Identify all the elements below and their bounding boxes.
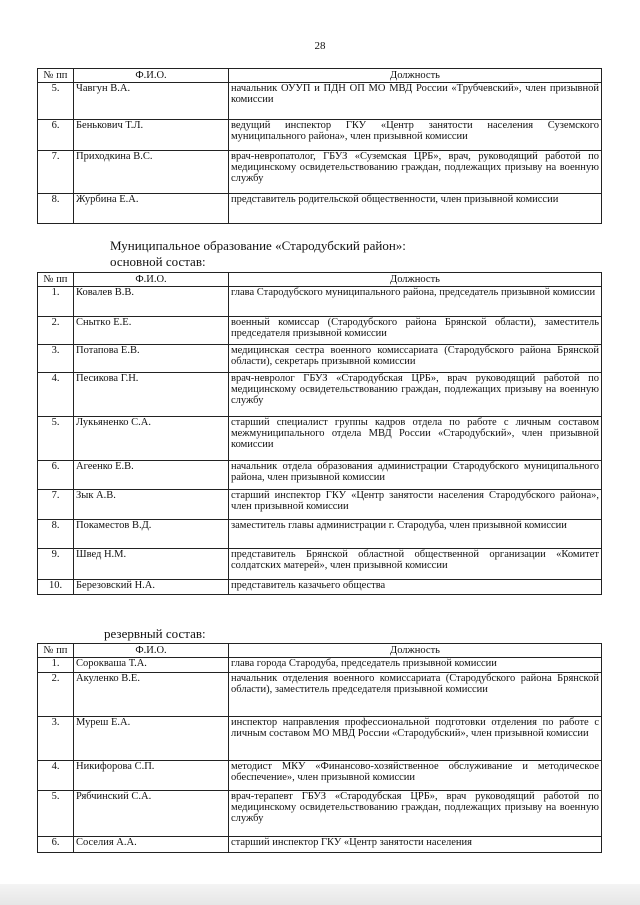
row-number: 9. xyxy=(38,549,74,580)
column-header-number: № пп xyxy=(38,69,74,83)
row-number: 6. xyxy=(38,837,74,853)
member-position: начальник отдела образования администрации Стародубского муниципального района, член призывной комиссии xyxy=(229,461,602,490)
table-header-row xyxy=(38,69,602,83)
member-name: Березовский Н.А. xyxy=(74,580,229,595)
row-number: 10. xyxy=(38,580,74,595)
row-number: 3. xyxy=(38,345,74,373)
row-number: 7. xyxy=(38,490,74,520)
row-number: 6. xyxy=(38,120,74,151)
row-number: 5. xyxy=(38,417,74,461)
column-header-number: № пп xyxy=(38,273,74,287)
table-row xyxy=(38,417,602,461)
column-header-number: № пп xyxy=(38,644,74,658)
column-header-name: Ф.И.О. xyxy=(74,644,229,658)
member-position: представитель Брянской областной общественной организации «Комитет солдатских матерей», член призывной комиссии xyxy=(229,549,602,580)
member-name: Сорокваша Т.А. xyxy=(74,658,229,673)
subsection-heading-reserve: резервный состав: xyxy=(104,626,206,641)
members-table-continued xyxy=(37,68,602,224)
table-row xyxy=(38,717,602,761)
member-name: Приходкина В.С. xyxy=(74,151,229,194)
table-row xyxy=(38,83,602,120)
table-row xyxy=(38,520,602,549)
column-header-name: Ф.И.О. xyxy=(74,273,229,287)
member-position: инспектор направления профессиональной подготовки отделения по работе с личным составом МО МВД России «Стародубский», член призывной комиссии xyxy=(229,717,602,761)
member-name: Акуленко В.Е. xyxy=(74,673,229,717)
member-name: Покаместов В.Д. xyxy=(74,520,229,549)
row-number: 4. xyxy=(38,761,74,791)
table-row xyxy=(38,461,602,490)
table-row xyxy=(38,549,602,580)
row-number: 2. xyxy=(38,317,74,345)
member-position: представитель родительской общественности, член призывной комиссии xyxy=(229,194,602,224)
table-row xyxy=(38,490,602,520)
reserve-composition-table xyxy=(37,643,602,853)
member-name: Агеенко Е.В. xyxy=(74,461,229,490)
member-name: Лукьяненко С.А. xyxy=(74,417,229,461)
table-row xyxy=(38,373,602,417)
member-position: врач-невролог ГБУЗ «Стародубская ЦРБ», врач руководящий работой по медицинскому освидетельствованию граждан, подлежащих призыву на военную службу xyxy=(229,373,602,417)
table-row xyxy=(38,151,602,194)
member-name: Рябчинский С.А. xyxy=(74,791,229,837)
row-number: 6. xyxy=(38,461,74,490)
member-name: Муреш Е.А. xyxy=(74,717,229,761)
member-position: заместитель главы администрации г. Стародуба, член призывной комиссии xyxy=(229,520,602,549)
member-position: врач-терапевт ГБУЗ «Стародубская ЦРБ», врач руководящий работой по медицинскому освидетельствованию граждан, подлежащих призыву на военную службу xyxy=(229,791,602,837)
table-row xyxy=(38,194,602,224)
row-number: 3. xyxy=(38,717,74,761)
member-position: глава Стародубского муниципального района, председатель призывной комиссии xyxy=(229,287,602,317)
member-name: Никифорова С.П. xyxy=(74,761,229,791)
page-number: 28 xyxy=(314,40,326,52)
column-header-position: Должность xyxy=(229,273,602,287)
member-name: Песикова Г.Н. xyxy=(74,373,229,417)
member-name: Зык А.В. xyxy=(74,490,229,520)
row-number: 5. xyxy=(38,83,74,120)
table-row xyxy=(38,120,602,151)
table-header-row xyxy=(38,273,602,287)
member-position: старший инспектор ГКУ «Центр занятости населения Стародубского района», член призывной комиссии xyxy=(229,490,602,520)
table-header-row xyxy=(38,644,602,658)
member-name: Потапова Е.В. xyxy=(74,345,229,373)
table-row xyxy=(38,580,602,595)
scan-bottom-edge xyxy=(0,884,640,905)
member-name: Журбина Е.А. xyxy=(74,194,229,224)
member-name: Швед Н.М. xyxy=(74,549,229,580)
row-number: 5. xyxy=(38,791,74,837)
member-name: Сныткo Е.Е. xyxy=(74,317,229,345)
table-row xyxy=(38,287,602,317)
member-position: старший инспектор ГКУ «Центр занятости населения xyxy=(229,837,602,853)
row-number: 4. xyxy=(38,373,74,417)
member-position: военный комиссар (Стародубского района Брянской области), заместитель председателя призывной комиссии xyxy=(229,317,602,345)
subsection-heading-main: основной состав: xyxy=(110,254,206,269)
table-row xyxy=(38,761,602,791)
column-header-position: Должность xyxy=(229,69,602,83)
member-name: Бенькович Т.Л. xyxy=(74,120,229,151)
table-row xyxy=(38,345,602,373)
member-position: представитель казачьего общества xyxy=(229,580,602,595)
member-name: Чавгун В.А. xyxy=(74,83,229,120)
row-number: 1. xyxy=(38,287,74,317)
table-row xyxy=(38,317,602,345)
table-row xyxy=(38,673,602,717)
main-composition-table xyxy=(37,272,602,595)
member-position: начальник ОУУП и ПДН ОП МО МВД России «Трубчевский», член призывной комиссии xyxy=(229,83,602,120)
member-position: начальник отделения военного комиссариата (Стародубского района Брянской области), заместитель председателя призывной комиссии xyxy=(229,673,602,717)
table-row xyxy=(38,791,602,837)
member-position: старший специалист группы кадров отдела по работе с личным составом межмуниципального отдела МВД России «Стародубский», член призывной комиссии xyxy=(229,417,602,461)
member-name: Ковалев В.В. xyxy=(74,287,229,317)
row-number: 8. xyxy=(38,520,74,549)
member-position: медицинская сестра военного комиссариата (Стародубского района Брянской области), секретарь призывной комиссии xyxy=(229,345,602,373)
section-heading-starodub: Муниципальное образование «Стародубский район»: xyxy=(110,238,406,253)
table-row xyxy=(38,658,602,673)
member-position: глава города Стародуба, председатель призывной комиссии xyxy=(229,658,602,673)
row-number: 1. xyxy=(38,658,74,673)
column-header-position: Должность xyxy=(229,644,602,658)
column-header-name: Ф.И.О. xyxy=(74,69,229,83)
table-row xyxy=(38,837,602,853)
member-position: врач-невропатолог, ГБУЗ «Суземская ЦРБ», врач, руководящий работой по медицинскому освидетельствованию граждан, подлежащих призыву на военную службу xyxy=(229,151,602,194)
row-number: 2. xyxy=(38,673,74,717)
member-position: ведущий инспектор ГКУ «Центр занятости населения Суземского муниципального района», член призывной комиссии xyxy=(229,120,602,151)
member-name: Соселия А.А. xyxy=(74,837,229,853)
row-number: 7. xyxy=(38,151,74,194)
row-number: 8. xyxy=(38,194,74,224)
member-position: методист МКУ «Финансово-хозяйственное обслуживание и методическое обеспечение», член призывной комиссии xyxy=(229,761,602,791)
